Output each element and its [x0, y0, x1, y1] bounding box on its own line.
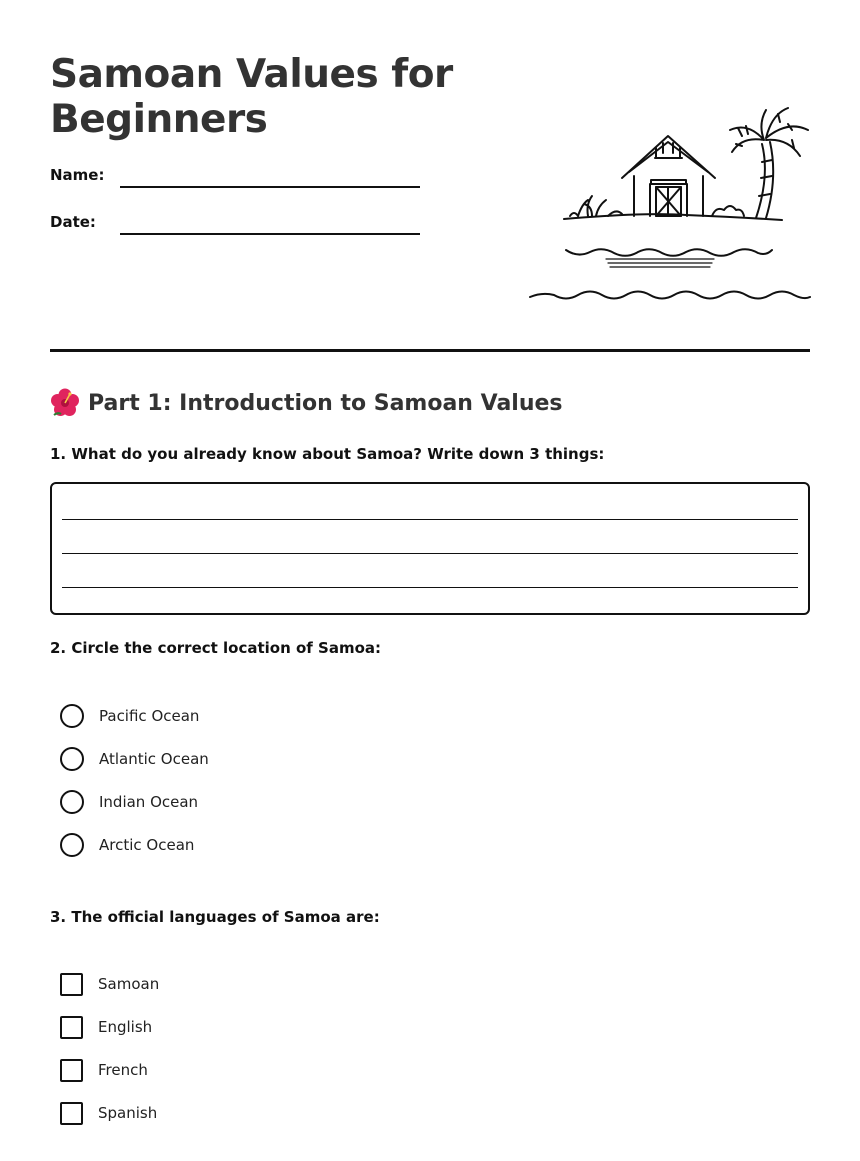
q3-option-english[interactable]: [60, 1014, 152, 1040]
worksheet-page: [50, 0, 810, 1161]
option-label: Arctic Ocean: [99, 836, 195, 854]
q3-option-samoan[interactable]: [60, 971, 159, 997]
q2-option-indian[interactable]: [60, 789, 198, 815]
radio-circle[interactable]: [60, 747, 84, 771]
worksheet-title: Samoan Values for Beginners: [50, 52, 453, 142]
name-write-line[interactable]: [120, 186, 420, 188]
palm-trunk: [756, 142, 773, 218]
part1-heading-text: Part 1: Introduction to Samoan Values: [88, 390, 563, 416]
checkbox[interactable]: [60, 1016, 83, 1039]
option-label: Pacific Ocean: [99, 707, 200, 725]
name-label: Name:: [50, 166, 105, 184]
right-bush: [712, 206, 744, 216]
water-wave-top: [566, 249, 772, 256]
q2-option-arctic[interactable]: [60, 832, 194, 858]
radio-circle[interactable]: [60, 790, 84, 814]
answer-line-2[interactable]: [62, 553, 798, 554]
q2-option-atlantic[interactable]: [60, 746, 209, 772]
option-label: Spanish: [98, 1104, 158, 1122]
hibiscus-icon: [50, 388, 80, 418]
option-label: French: [98, 1061, 148, 1079]
radio-circle[interactable]: [60, 704, 84, 728]
checkbox[interactable]: [60, 973, 83, 996]
option-label: Indian Ocean: [99, 793, 199, 811]
date-write-line[interactable]: [120, 233, 420, 235]
left-plant: [578, 196, 606, 216]
option-label: English: [98, 1018, 153, 1036]
island-hut-illustration: [526, 96, 816, 306]
question-3: 3. The official languages of Samoa are:: [50, 908, 380, 926]
q2-option-pacific[interactable]: [60, 703, 199, 729]
answer-line-3[interactable]: [62, 587, 798, 588]
part1-heading: [50, 388, 563, 418]
checkbox[interactable]: [60, 1059, 83, 1082]
question-1: 1. What do you already know about Samoa? Write down 3 things:: [50, 445, 605, 463]
radio-circle[interactable]: [60, 833, 84, 857]
q3-option-spanish[interactable]: [60, 1100, 157, 1126]
palm-leaves: [730, 108, 808, 156]
option-label: Samoan: [98, 975, 160, 993]
water-reflection: [606, 259, 714, 267]
name-field[interactable]: [50, 164, 430, 188]
answer-line-1[interactable]: [62, 519, 798, 520]
date-field[interactable]: [50, 211, 430, 235]
question-2: 2. Circle the correct location of Samoa:: [50, 639, 382, 657]
checkbox[interactable]: [60, 1102, 83, 1125]
date-label: Date:: [50, 213, 96, 231]
water-wave-bottom: [530, 292, 810, 299]
option-label: Atlantic Ocean: [99, 750, 209, 768]
q3-option-french[interactable]: [60, 1057, 148, 1083]
q1-answer-box[interactable]: [50, 482, 810, 615]
header-divider: [50, 349, 810, 352]
